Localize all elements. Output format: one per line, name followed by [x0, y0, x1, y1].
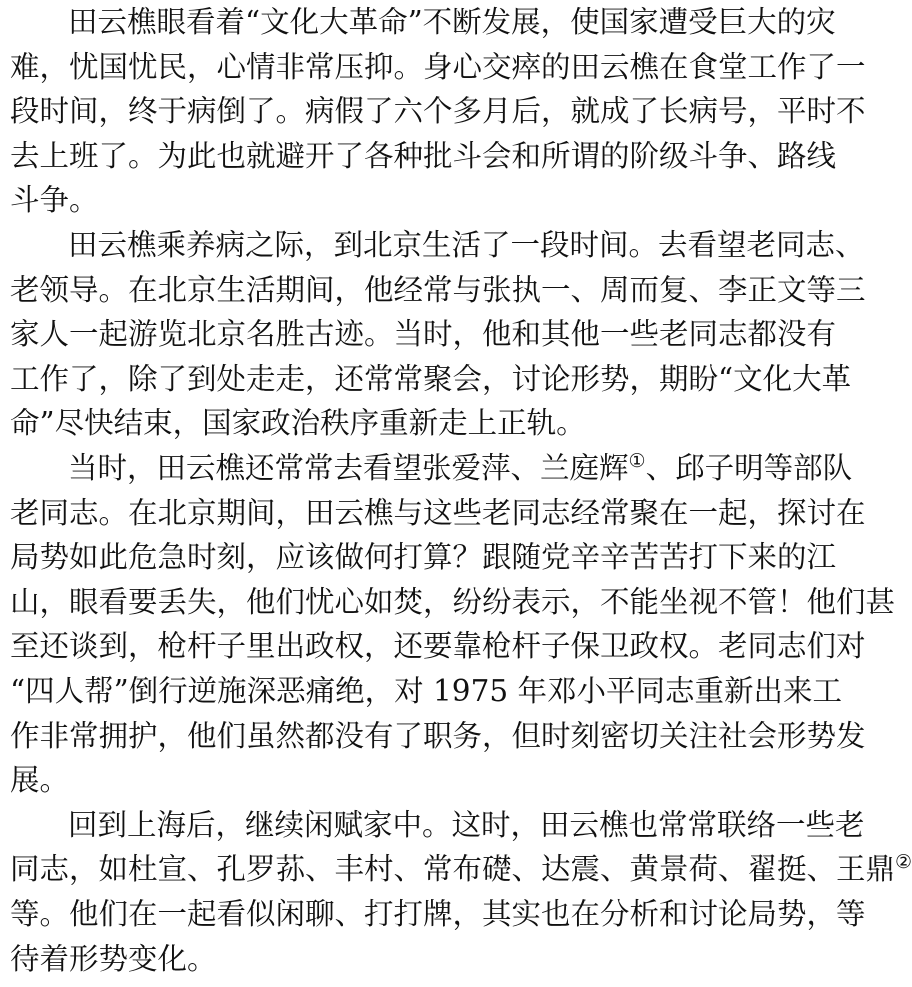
paragraph-3-line-5: 至还谈到，枪杆子里出政权，还要靠枪杆子保卫政权。老同志们对 — [10, 629, 866, 664]
paragraph-1-line-3: 段时间，终于病倒了。病假了六个多月后，就成了长病号，平时不 — [10, 94, 866, 129]
paragraph-1-line-2: 难，忧国忧民，心情非常压抑。身心交瘁的田云樵在食堂工作了一 — [10, 49, 866, 84]
paragraph-4-line-1: 回到上海后，继续闲赋家中。这时，田云樵也常常联络一些老 — [68, 807, 865, 842]
paragraph-2-line-4: 工作了，除了到处走走，还常常聚会，讨论形势，期盼“文化大革 — [10, 361, 852, 396]
paragraph-4-line-4: 待着形势变化。 — [10, 941, 217, 976]
paragraph-3-line-1-tail: 、邱子明等部队 — [645, 451, 853, 485]
paragraph-4-line-2-text: 同志，如杜宣、孔罗荪、丰村、常布礎、达震、黄景荷、翟挺、王鼎 — [10, 852, 896, 887]
paragraph-1-line-4: 去上班了。为此也就避开了各种批斗会和所谓的阶级斗争、路线 — [10, 138, 837, 173]
paragraph-3-line-8: 展。 — [10, 763, 70, 798]
paragraph-4-line-2 — [10, 847, 912, 891]
paragraph-2-line-5: 命”尽快结束，国家政治秩序重新走上正轨。 — [10, 406, 586, 441]
paragraph-3-line-1-text: 当时，田云樵还常常去看望张爱萍、兰庭辉 — [68, 451, 629, 485]
footnote-marker-1: ① — [628, 450, 646, 473]
footnote-marker-2: ② — [895, 851, 912, 874]
paragraph-1-line-5: 斗争。 — [10, 183, 99, 218]
paragraph-3-line-7: 作非常拥护，他们虽然都没有了职务，但时刻密切关注社会形势发 — [10, 718, 866, 753]
paragraph-4-line-3: 等。他们在一起看似闲聊、打打牌，其实也在分析和讨论局势，等 — [10, 897, 866, 931]
paragraph-3-line-6: “四人帮”倒行逆施深恶痛绝，对 1975 年邓小平同志重新出来工 — [10, 674, 842, 708]
paragraph-3-line-4: 山，眼看要丢失，他们忧心如焚，纷纷表示，不能坐视不管！他们甚 — [10, 584, 896, 619]
paragraph-3-line-1 — [10, 446, 853, 490]
paragraph-2-line-3: 家人一起游览北京名胜古迹。当时，他和其他一些老同志都没有 — [10, 317, 837, 352]
paragraph-3-line-3: 局势如此危急时刻，应该做何打算？跟随党辛辛苦苦打下来的江 — [10, 540, 837, 575]
paragraph-2-line-1: 田云樵乘养病之际，到北京生活了一段时间。去看望老同志、 — [68, 228, 865, 262]
paragraph-1-line-1: 田云樵眼看着“文化大革命”不断发展，使国家遭受巨大的灾 — [68, 5, 836, 39]
paragraph-2-line-2: 老领导。在北京生活期间，他经常与张执一、周而复、李正文等三 — [10, 272, 866, 307]
paragraph-3-line-2: 老同志。在北京期间，田云樵与这些老同志经常聚在一起，探讨在 — [10, 495, 866, 530]
